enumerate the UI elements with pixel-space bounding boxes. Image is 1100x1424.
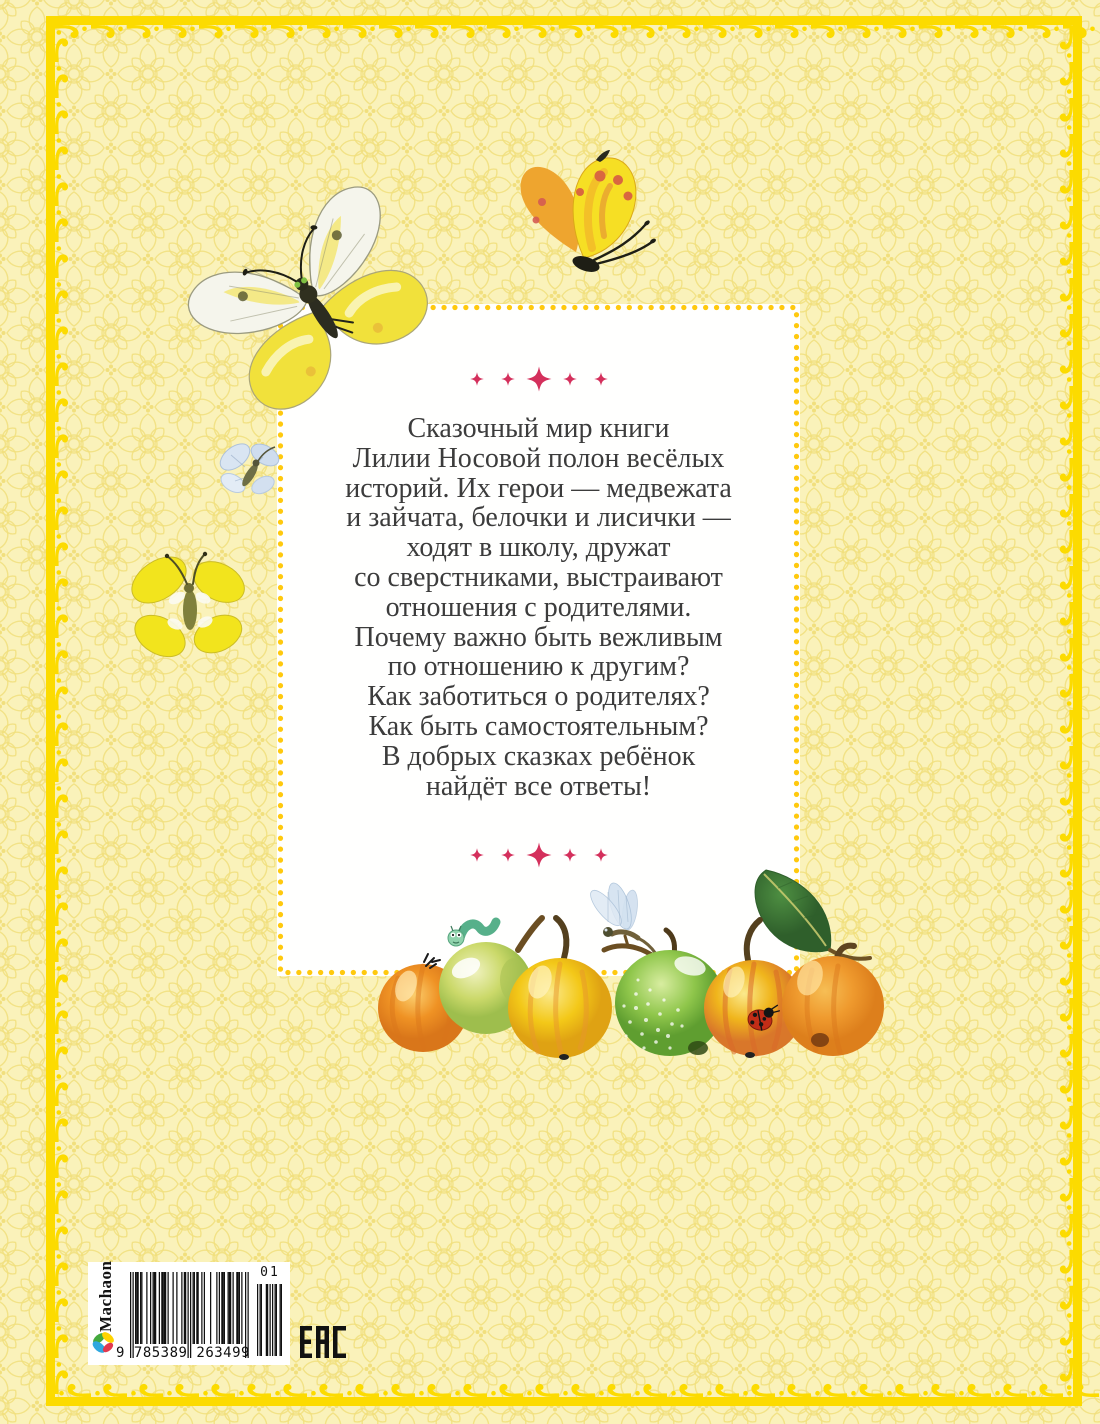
- butterfly-orange-icon: [480, 132, 670, 297]
- butterfly-large-icon: [168, 178, 448, 428]
- blurb-line: найдёт все ответы!: [425, 770, 652, 802]
- blurb-line: Почему важно быть вежливым: [354, 621, 723, 653]
- blurb-line: Как быть самостоятельным?: [368, 710, 709, 742]
- publisher-logo-text: Machaon: [96, 1260, 115, 1332]
- apple-orange-dark: [782, 946, 884, 1056]
- blurb-line: со сверстниками, выстраивают: [354, 561, 723, 593]
- butterfly-yellow-small-icon: [115, 538, 265, 676]
- blurb-line: В добрых сказках ребёнок: [381, 740, 696, 772]
- butterfly-blue-small-icon: [205, 435, 295, 515]
- blurb-line: Лилии Носовой полон весёлых: [352, 442, 725, 474]
- barcode-panel: [88, 1262, 290, 1365]
- barcode-digits: 9 785389 263499: [116, 1345, 250, 1361]
- blurb-line: отношения с родителями.: [385, 591, 692, 623]
- blurb-line: и зайчата, белочки и лисички —: [346, 502, 731, 534]
- blurb-line: по отношению к другим?: [387, 651, 690, 683]
- apples-illustration: [368, 858, 913, 1083]
- blurb-text: [291, 414, 786, 801]
- eac-certification-mark: [300, 1326, 346, 1358]
- blurb-line: Как заботиться о родителях?: [367, 681, 710, 713]
- barcode-addon-digits: 01: [260, 1265, 280, 1280]
- blurb-line: Сказочный мир книги: [407, 413, 670, 444]
- blurb-line: ходят в школу, дружат: [406, 532, 671, 564]
- dragonfly: [586, 880, 656, 958]
- blurb-line: историй. Их герои — медвежата: [345, 472, 732, 504]
